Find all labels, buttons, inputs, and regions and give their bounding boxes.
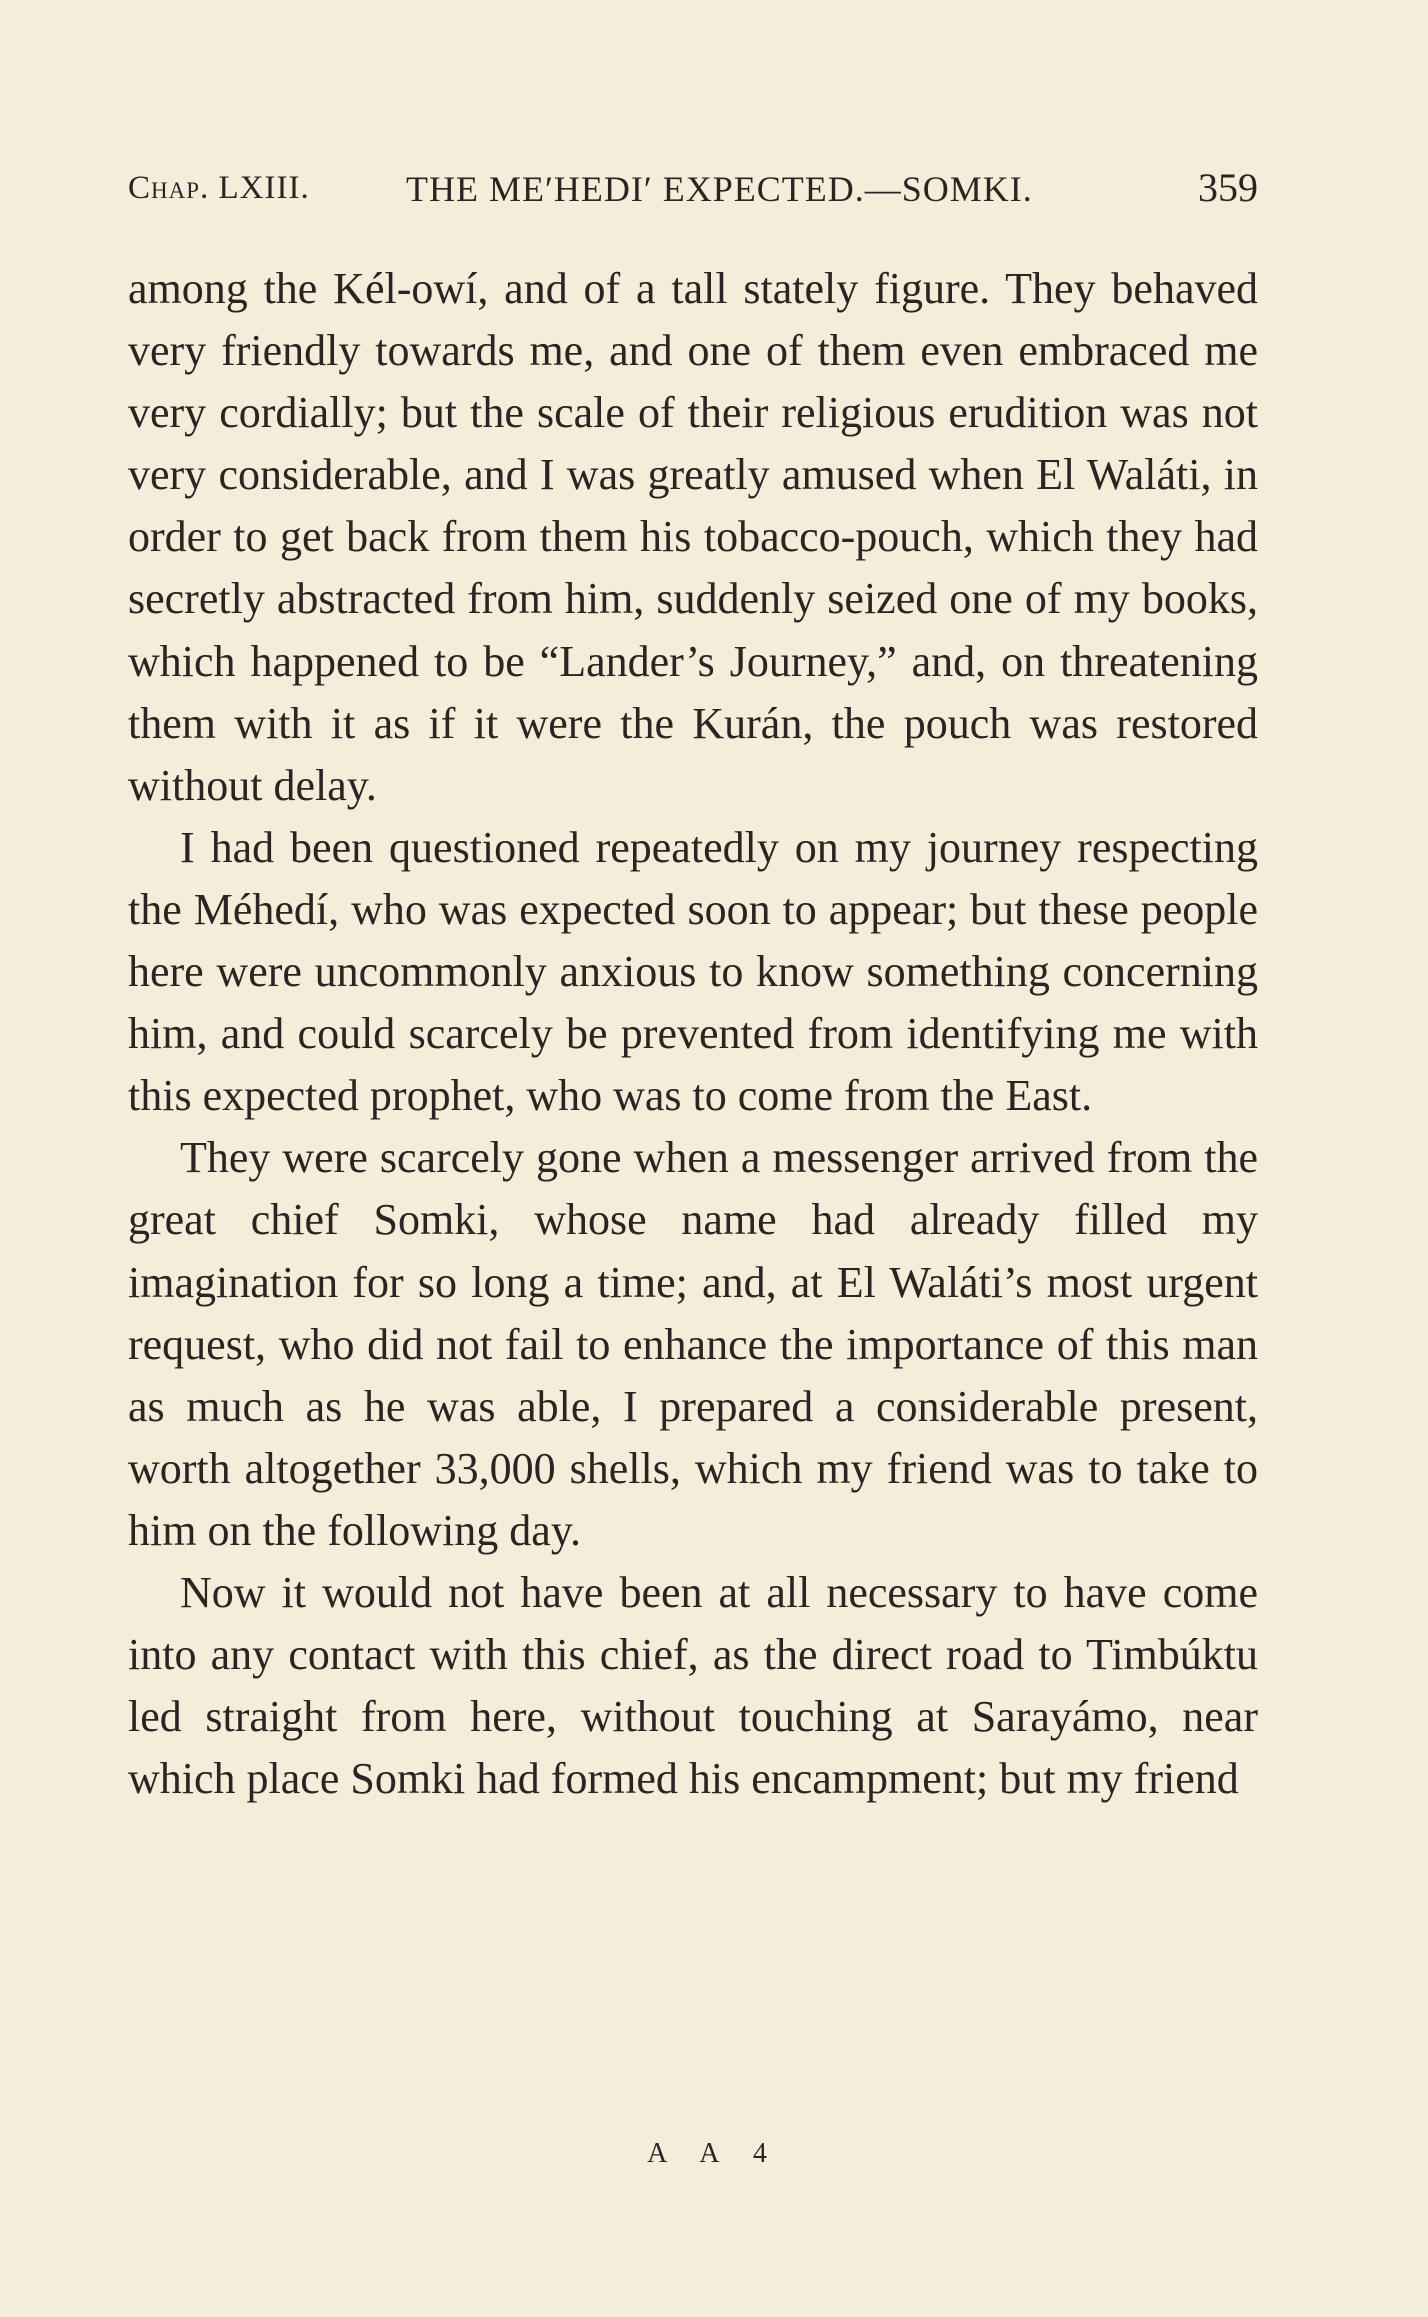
chapter-label: Chap. LXIII. [128,170,310,206]
paragraph-2: I had been questioned repeatedly on my journey respecting the Méhedí, who was expected soon to appear; but these people here were uncommonly anxious to know something concerning him, and could scarcely be prevented from identifying me with this expected prophet, who was to come from the East. [128,822,1258,1121]
running-header [128,160,1258,220]
body-text [128,258,1258,1810]
running-title: THE ME′HEDI′ EXPECTED.—SOMKI. [406,169,1033,209]
paragraph-3: They were scarcely gone when a messenger arrived from the great chief Somki, whose name had already filled my imagination for so long a time; and, at El Waláti’s most urgent request, who did not fail to enhance the importance of this man as much as he was able, I prepared a considerable present, worth altogether 33,000 shells, which my friend was to take to him on the following day. [128,1133,1258,1555]
paragraph-4: Now it would not have been at all necessary to have come into any contact with this chief, as the direct road to Timbúktu led straight from here, without touching at Sarayámo, near which place Somki had formed his encampment; but my friend [128,1567,1258,1804]
signature-mark: A A 4 [647,2138,781,2169]
page-number: 359 [1198,165,1258,210]
paragraph-1: among the Kél-owí, and of a tall stately figure. They behaved very friendly towards me, and one of them even embraced me very cordially; but the scale of their religious erudition was not very considerable, and I was greatly amused when El Waláti, in order to get back from them his tobacco-pouch, which they had secretly abstracted from him, suddenly seized one of my books, which happened to be “Lander’s Journey,” and, on threatening them with it as if it were the Kurán, the pouch was restored without delay. [128,264,1258,810]
